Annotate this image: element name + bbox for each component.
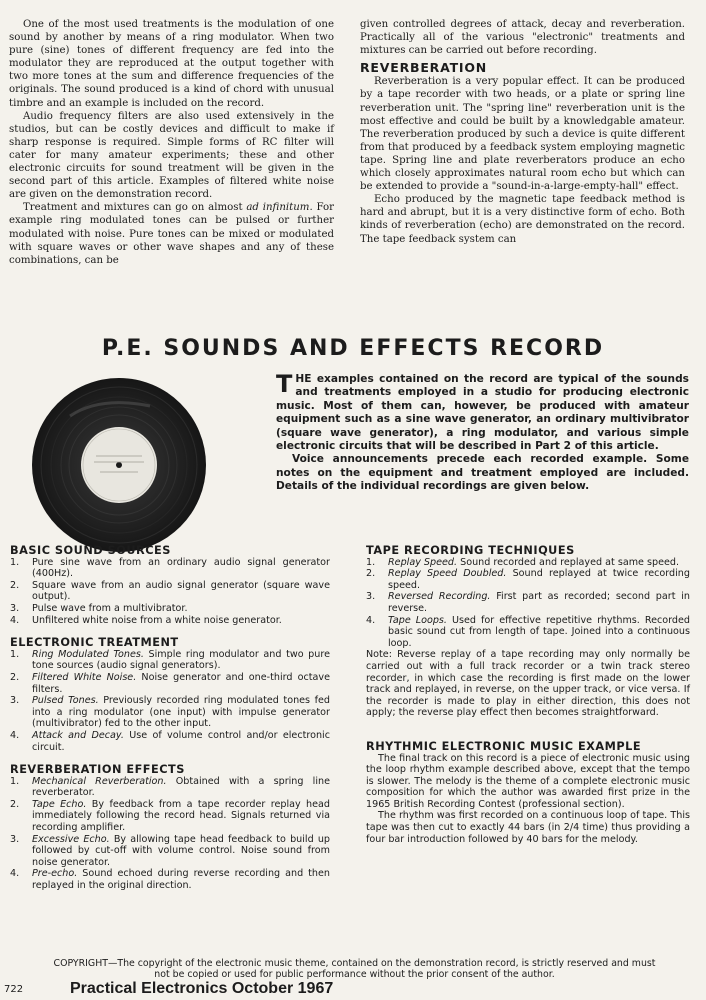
item-text: By feedback from a tape recorder replay head immediately following the record head. Signals returned via recording amplifier. [32, 798, 330, 834]
text-run: . For example ring modulated tones can be pulsed or further modulated with noise. Pure tones can be mixed or modulated with square waves or other wave shapes and any of these combinations, can be [9, 202, 334, 266]
item-title: Tape Loops. [388, 614, 447, 626]
list-item [10, 672, 330, 695]
item-title: Mechanical Reverberation. [32, 775, 167, 787]
item-number: 1. [10, 556, 20, 568]
item-number: 3. [10, 833, 20, 845]
intro-paragraph: HE examples contained on the record are typical of the sounds and treatments employed in a studio for producing electronic music. Most of them can, however, be produced with amateur equipment such as a sine wave generator, an ordinary multivibrator (square wave generator), a ring modulator, and various simple electronic circuits that will be described in Part 2 of this article. [276, 373, 689, 453]
item-number: 2. [10, 798, 20, 810]
item-title: Filtered White Noise. [32, 671, 137, 683]
item-number: 3. [10, 602, 20, 614]
item-title: Tape Echo. [32, 798, 87, 810]
item-title: Replay Speed Doubled. [388, 568, 507, 580]
vinyl-record-icon [30, 376, 208, 554]
item-title: Pre-echo. [32, 868, 78, 880]
item-text: Sound echoed during reverse recording and then replayed in the original direction. [32, 868, 330, 892]
item-text: Pure sine wave from an ordinary audio signal generator (400Hz). [32, 556, 330, 580]
copyright-notice: COPYRIGHT—The copyright of the electronic music theme, contained on the demonstration record, is strictly reserved and must not be copied or used for public performance without the prior consent of the author. [53, 958, 656, 980]
item-text: Sound replayed at twice recording speed. [388, 568, 690, 591]
magazine-footer: Practical Electronics October 1967 [70, 980, 334, 997]
bottom-right-column [366, 545, 690, 845]
note-paragraph: Note: Reverse replay of a tape recording may only normally be carried out with a full track recorder or a twin track stereo recorder, in which case the recording is first made on the lower track and replayed, in reverse, on the upper track, or vice versa. If the recorder is made to play in either direction, this does not apply; the reverse play effect then becomes straightforward. [366, 649, 690, 719]
item-title: Pulsed Tones. [32, 695, 99, 707]
electronic-treatment-list [10, 649, 330, 753]
item-number: 4. [10, 729, 20, 741]
reverberation-effects-list [10, 776, 330, 892]
intro-text [276, 370, 689, 494]
item-number: 1. [366, 556, 376, 568]
paragraph: Reverberation is a very popular effect. It can be produced by a tape recorder with two heads, or a plate or spring line reverberation unit. The "spring line" reverberation unit is the most effective and could be built by a knowledgable amateur. The reverberation produced by such a device is quite different from that produced by a feedback system employing magnetic tape. Spring line and plate reverberators produce an echo which closely approximates natural room echo but which can be extended to provide a "sound-in-a-large-empty-hall" effect. [360, 76, 685, 193]
section-heading: RHYTHMIC ELECTRONIC MUSIC EXAMPLE [366, 739, 642, 753]
item-title: Excessive Echo. [32, 833, 110, 845]
item-number: 2. [10, 579, 20, 591]
bottom-left-column [10, 545, 330, 892]
paragraph: The rhythm was first recorded on a continuous loop of tape. This tape was then cut to exactly 44 bars (in 2/4 time) thus providing a four bar introduction followed by 40 bars for the melody. [366, 810, 690, 845]
item-text: Previously recorded ring modulated tones fed into a ring modulator (one input) with impulse generator (multivibrator) fed to the other input. [32, 695, 330, 730]
top-left-column [9, 18, 334, 267]
top-right-column [360, 18, 685, 246]
list-item [10, 868, 330, 891]
list-item [10, 776, 330, 799]
page-number: 722 [4, 984, 24, 995]
tape-techniques-list [366, 557, 690, 650]
list-item [10, 557, 330, 580]
item-title: Replay Speed. [388, 556, 458, 568]
vinyl-record-image [30, 376, 208, 554]
list-item [366, 557, 690, 569]
item-text: Square wave from an audio signal generator (square wave output). [32, 579, 330, 603]
paragraph: given controlled degrees of attack, decay and reverberation. Practically all of the various "electronic" treatments and mixtures can be carried out before recording. [360, 19, 685, 57]
list-item [366, 591, 690, 614]
list-item [10, 799, 330, 834]
drop-cap: T [276, 370, 293, 398]
section-heading: ELECTRONIC TREATMENT [10, 636, 179, 650]
item-text: Used for effective repetitive rhythms. Recorded basic sound cut from length of tape. Joined into a continuous loop. [388, 614, 691, 649]
paragraph: Audio frequency filters are also used extensively in the studios, but can be costly devices and difficult to make if sharp response is required. Simple forms of RC filter will cater for many amateur experiments; these and other electronic circuits for sound treatment will be given in the second part of this article. Examples of filtered white noise are given on the demonstration record. [9, 110, 334, 201]
item-title: Ring Modulated Tones. [32, 648, 144, 660]
item-text: Obtained with a spring line reverberator. [32, 775, 330, 799]
item-text: Noise generator and one-third octave filters. [32, 671, 330, 695]
list-item [10, 603, 330, 615]
item-number: 4. [10, 614, 20, 626]
intro-paragraph: Voice announcements precede each recorded example. Some notes on the equipment and treatment employed are included. Details of the individual recordings are given below. [276, 453, 689, 493]
text-run: Treatment and mixtures can go on almost [23, 202, 247, 214]
section-heading: REVERBERATION [360, 60, 488, 76]
item-number: 3. [366, 591, 376, 603]
paragraph: Echo produced by the magnetic tape feedback method is hard and abrupt, but it is a very distinctive form of echo. Both kinds of reverberation (echo) are demonstrated on the record. The tape feedback system can [360, 194, 685, 245]
item-text: Pulse wave from a multivibrator. [32, 602, 188, 614]
list-item [10, 580, 330, 603]
section-heading: TAPE RECORDING TECHNIQUES [366, 544, 575, 557]
list-item [10, 649, 330, 672]
item-text: First part as recorded; second part in reverse. [388, 591, 690, 614]
item-number: 4. [10, 868, 20, 880]
paragraph [9, 201, 334, 266]
list-item [10, 834, 330, 869]
list-item [366, 615, 690, 650]
list-item [10, 730, 330, 753]
basic-sources-list [10, 557, 330, 627]
section-heading: REVERBERATION EFFECTS [10, 763, 185, 777]
item-number: 4. [366, 614, 376, 626]
item-text: By allowing tape head feedback to build up followed by cut-off with volume control. Noise sound from noise generator. [32, 833, 330, 868]
paragraph: One of the most used treatments is the modulation of one sound by another by means of a ring modulator. When two pure (sine) tones of different frequency are fed into the modulator they are reproduced at the output together with two more tones at the sum and difference frequencies of the originals. The sound produced is a kind of chord with unusual timbre and an example is included on the record. [9, 19, 334, 109]
item-title: Attack and Decay. [32, 729, 124, 741]
italic-text: ad infinitum [246, 202, 310, 214]
item-text: Sound recorded and replayed at same speed. [457, 556, 680, 568]
section-heading: BASIC SOUND SOURCES [10, 544, 171, 557]
list-item [10, 695, 330, 730]
item-number: 1. [10, 775, 20, 787]
list-item [366, 568, 690, 591]
list-item [10, 615, 330, 627]
item-number: 2. [366, 568, 376, 580]
item-text: Simple ring modulator and two pure tone sources (audio signal generators). [32, 648, 330, 672]
item-number: 2. [10, 671, 20, 683]
item-text: Use of volume control and/or electronic circuit. [32, 729, 330, 753]
item-number: 3. [10, 695, 20, 707]
paragraph: The final track on this record is a piece of electronic music using the loop rhythm example described above, except that the tempo is slower. The melody is the theme of a complete electronic music composition for which the author was awarded first prize in the 1965 British Recording Contest (professional section). [366, 752, 690, 810]
page-title: P.E. SOUNDS AND EFFECTS RECORD [101, 336, 605, 361]
item-number: 1. [10, 648, 20, 660]
item-title: Reversed Recording. [388, 591, 491, 603]
item-text: Unfiltered white noise from a white noise generator. [32, 614, 282, 626]
